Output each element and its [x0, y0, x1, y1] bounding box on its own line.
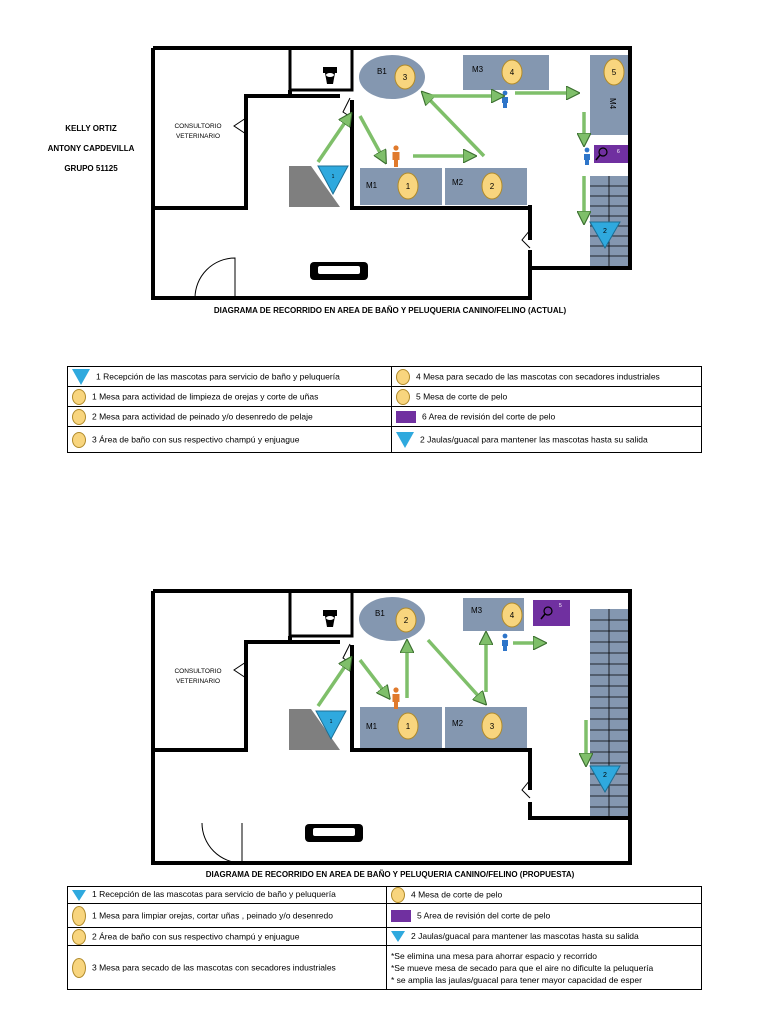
station-number: 2	[489, 182, 495, 191]
station-number: 1	[405, 722, 411, 731]
station-number: 2	[603, 772, 607, 779]
oval-marker-icon	[72, 906, 86, 926]
triangle-marker-icon	[72, 890, 86, 901]
oval-marker-icon	[72, 929, 86, 945]
room-label: CONSULTORIO	[174, 668, 222, 675]
station-number: 1	[405, 182, 411, 191]
legend-item: 2 Jaulas/guacal para mantener las mascotas hasta su salida	[411, 930, 639, 941]
table-label: M2	[452, 719, 464, 728]
oval-marker-icon	[72, 958, 86, 978]
station-number: 2	[403, 616, 409, 625]
legend-table-actual	[67, 366, 702, 453]
toilet-icon	[323, 67, 337, 84]
station-number: 6	[617, 149, 620, 155]
legend-item: 3 Mesa para secado de las mascotas con secadores industriales	[92, 961, 336, 972]
room-label: CONSULTORIO	[174, 123, 222, 130]
station-number: 5	[559, 603, 562, 609]
station-number: 1	[329, 719, 333, 725]
table-label: M3	[472, 65, 484, 74]
table-label: M3	[471, 606, 483, 615]
legend-item: 1 Recepción de las mascotas para servicio de baño y peluquería	[96, 370, 340, 381]
oval-marker-icon	[72, 432, 86, 448]
station-number: 3	[402, 73, 408, 82]
bath-label: B1	[377, 67, 387, 76]
station-number: 4	[509, 611, 515, 620]
legend-item: 3 Área de baño con sus respectivo champú y enjuague	[92, 433, 300, 444]
person-icon	[393, 687, 400, 709]
floor-plan-proposed	[0, 540, 768, 870]
legend-item: 2 Mesa para actividad de peinado y/o desenredo de pelaje	[92, 410, 313, 421]
note-line: * se amplia las jaulas/guacal para tener mayor capacidad de esper	[391, 974, 642, 985]
legend-item: 1 Recepción de las mascotas para servicio de baño y peluquería	[92, 889, 336, 900]
author-name-2: ANTONY CAPDEVILLA	[47, 144, 135, 153]
bath-label: B1	[375, 609, 385, 618]
door	[195, 258, 235, 298]
group-label: GRUPO 51125	[64, 164, 118, 173]
author-name-1: KELLY ORTIZ	[65, 124, 117, 133]
purple-square-icon	[391, 910, 411, 922]
table-label: M1	[366, 722, 378, 731]
station-number: 5	[611, 68, 617, 77]
note-line: *Se elimina una mesa para ahorrar espacio y recorrido	[391, 950, 597, 961]
door	[202, 823, 242, 863]
triangle-marker-icon	[391, 931, 405, 942]
triangle-marker-icon	[72, 369, 90, 385]
table-label: M2	[452, 178, 464, 187]
legend-table-proposed	[67, 886, 702, 990]
person-icon	[584, 148, 590, 165]
note-line: *Se mueve mesa de secado para que el aire no dificulte la peluquería	[391, 962, 654, 973]
legend-item: 5 Area de revisión del corte de pelo	[417, 909, 551, 920]
legend-item: 4 Mesa de corte de pelo	[411, 889, 503, 900]
room-label: VETERINARIO	[175, 678, 221, 685]
cages	[590, 176, 628, 266]
purple-square-icon	[396, 411, 416, 423]
person-icon	[393, 145, 400, 167]
station-number: 3	[489, 722, 495, 731]
station-number: 1	[331, 174, 335, 180]
station-number: 2	[603, 228, 607, 235]
legend-item: 1 Mesa para actividad de limpieza de orejas y corte de uñas	[92, 390, 319, 401]
table-label: M1	[366, 181, 378, 190]
legend-item: 6 Area de revisión del corte de pelo	[422, 410, 556, 421]
oval-marker-icon	[391, 887, 405, 903]
oval-marker-icon	[72, 389, 86, 405]
diagram-caption-actual: DIAGRAMA DE RECORRIDO EN AREA DE BAÑO Y PELUQUERIA CANINO/FELINO (ACTUAL)	[213, 306, 567, 315]
oval-marker-icon	[72, 409, 86, 425]
oval-marker-icon	[396, 369, 410, 385]
person-icon	[502, 634, 508, 651]
legend-item: 1 Mesa para limpiar orejas, cortar uñas , peinado y/o desenredo	[92, 909, 333, 920]
station-number: 4	[509, 68, 515, 77]
diagram-caption-proposed: DIAGRAMA DE RECORRIDO EN AREA DE BAÑO Y PELUQUERIA CANINO/FELINO (PROPUESTA)	[205, 870, 575, 879]
triangle-marker-icon	[396, 432, 414, 448]
room-label: VETERINARIO	[175, 133, 221, 140]
legend-item: 4 Mesa para secado de las mascotas con secadores industriales	[416, 370, 660, 381]
legend-item: 2 Jaulas/guacal para mantener las mascotas hasta su salida	[420, 433, 648, 444]
table-label: M4	[608, 98, 617, 110]
sofa-icon	[310, 262, 368, 280]
person-icon	[502, 91, 508, 108]
legend-item: 2 Área de baño con sus respectivo champú y enjuague	[92, 930, 300, 941]
sofa-icon	[305, 824, 363, 842]
floor-plan-actual	[0, 0, 768, 320]
legend-item: 5 Mesa de corte de pelo	[416, 390, 508, 401]
oval-marker-icon	[396, 389, 410, 405]
toilet-icon	[323, 610, 337, 627]
